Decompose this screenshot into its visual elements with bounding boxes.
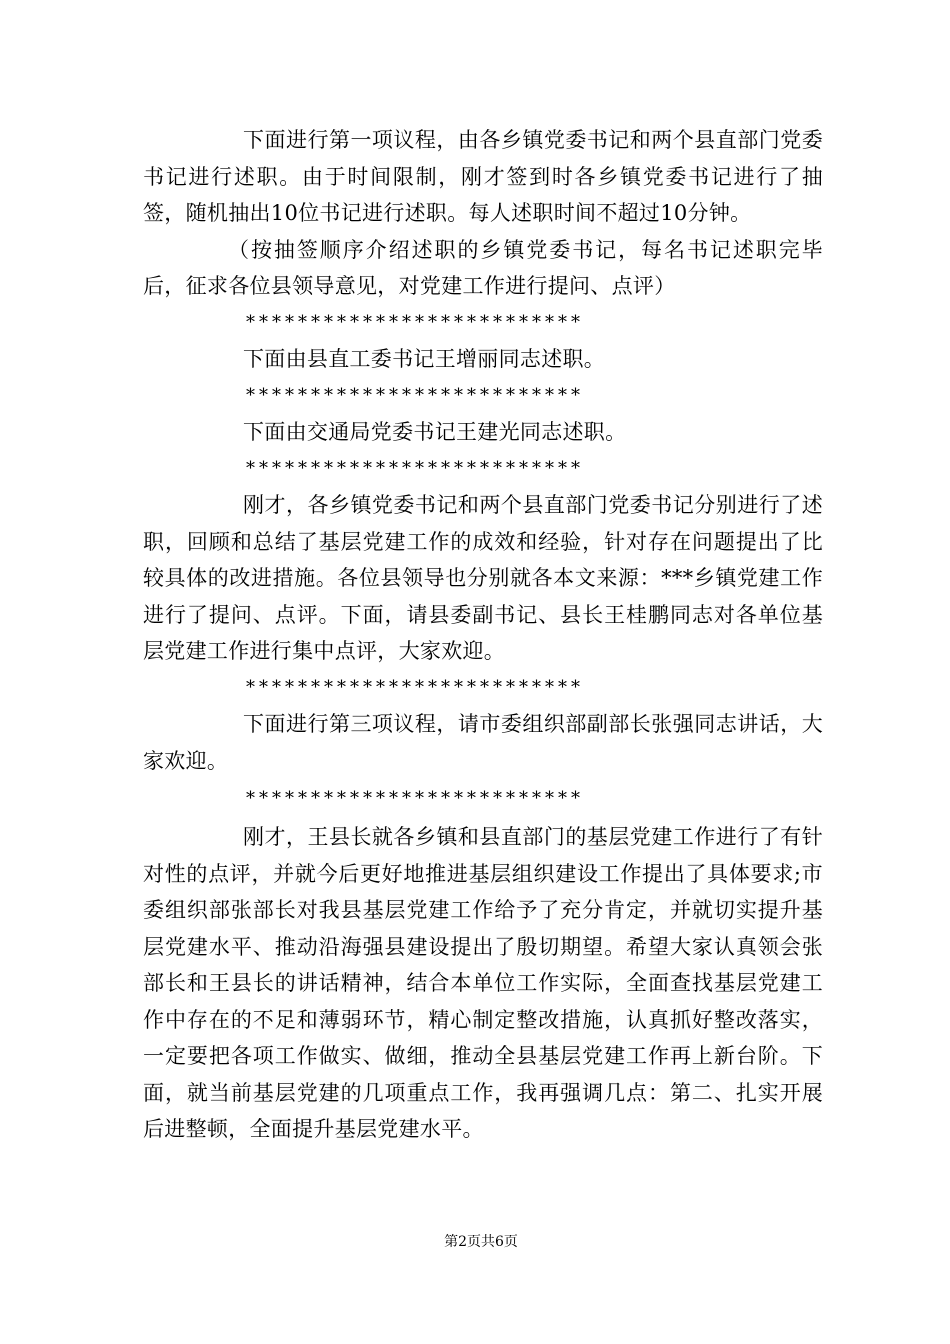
asterisk-separator: ************************** [246, 788, 584, 809]
paragraph-note: （按抽签顺序介绍述职的乡镇党委书记，每名书记述职完毕后，征求各位县领导意见，对党建工作进行提问、点评） [143, 237, 823, 298]
paragraph-summary-reports: 刚才，各乡镇党委书记和两个县直部门党委书记分别进行了述职，回顾和总结了基层党建工作的成效和经验，针对存在问题提出了比较具体的改进措施。各位县领导也分别就各本文来源：***乡镇党建工作进行了提问、点评。下面，请县委副书记、县长王桂鹏同志对各单位基层党建工作进行集中点评，大家欢迎。 [143, 493, 823, 663]
paragraph-agenda-three: 下面进行第三项议程，请市委组织部副部长张强同志讲话，大家欢迎。 [143, 712, 823, 773]
asterisk-separator: ************************** [246, 676, 584, 698]
document-body [143, 122, 823, 1148]
paragraph-speaker-wang-zengli: 下面由县直工委书记王增丽同志述职。 [243, 347, 606, 371]
page-number: 第2页共6页 [444, 1234, 518, 1250]
page-footer [0, 1232, 950, 1252]
paragraph-closing-remarks: 刚才，王县长就各乡镇和县直部门的基层党建工作进行了有针对性的点评，并就今后更好地推进基层组织建设工作提出了具体要求;市委组织部张部长对我县基层党建工作给予了充分肯定，并就切实提升基层党建水平、推动沿海强县建设提出了殷切期望。希望大家认真领会张部长和王县长的讲话精神，结合本单位工作实际，全面查找基层党建工作中存在的不足和薄弱环节，精心制定整改措施，认真抓好整改落实，一定要把各项工作做实、做细，推动全县基层党建工作再上新台阶。下面，就当前基层党建的几项重点工作，我再强调几点：第二、扎实开展后进整顿，全面提升基层党建水平。 [143, 825, 823, 1141]
asterisk-separator: ************************** [246, 311, 584, 333]
asterisk-separator: ************************** [246, 384, 584, 406]
paragraph-agenda-one: 下面进行第一项议程，由各乡镇党委书记和两个县直部门党委书记进行述职。由于时间限制，刚才签到时各乡镇党委书记进行了抽签，随机抽出10位书记进行述职。每人述职时间不超过10分钟。 [143, 128, 823, 225]
asterisk-separator: ************************** [246, 457, 584, 479]
paragraph-speaker-wang-jianguang: 下面由交通局党委书记王建光同志述职。 [243, 420, 627, 444]
